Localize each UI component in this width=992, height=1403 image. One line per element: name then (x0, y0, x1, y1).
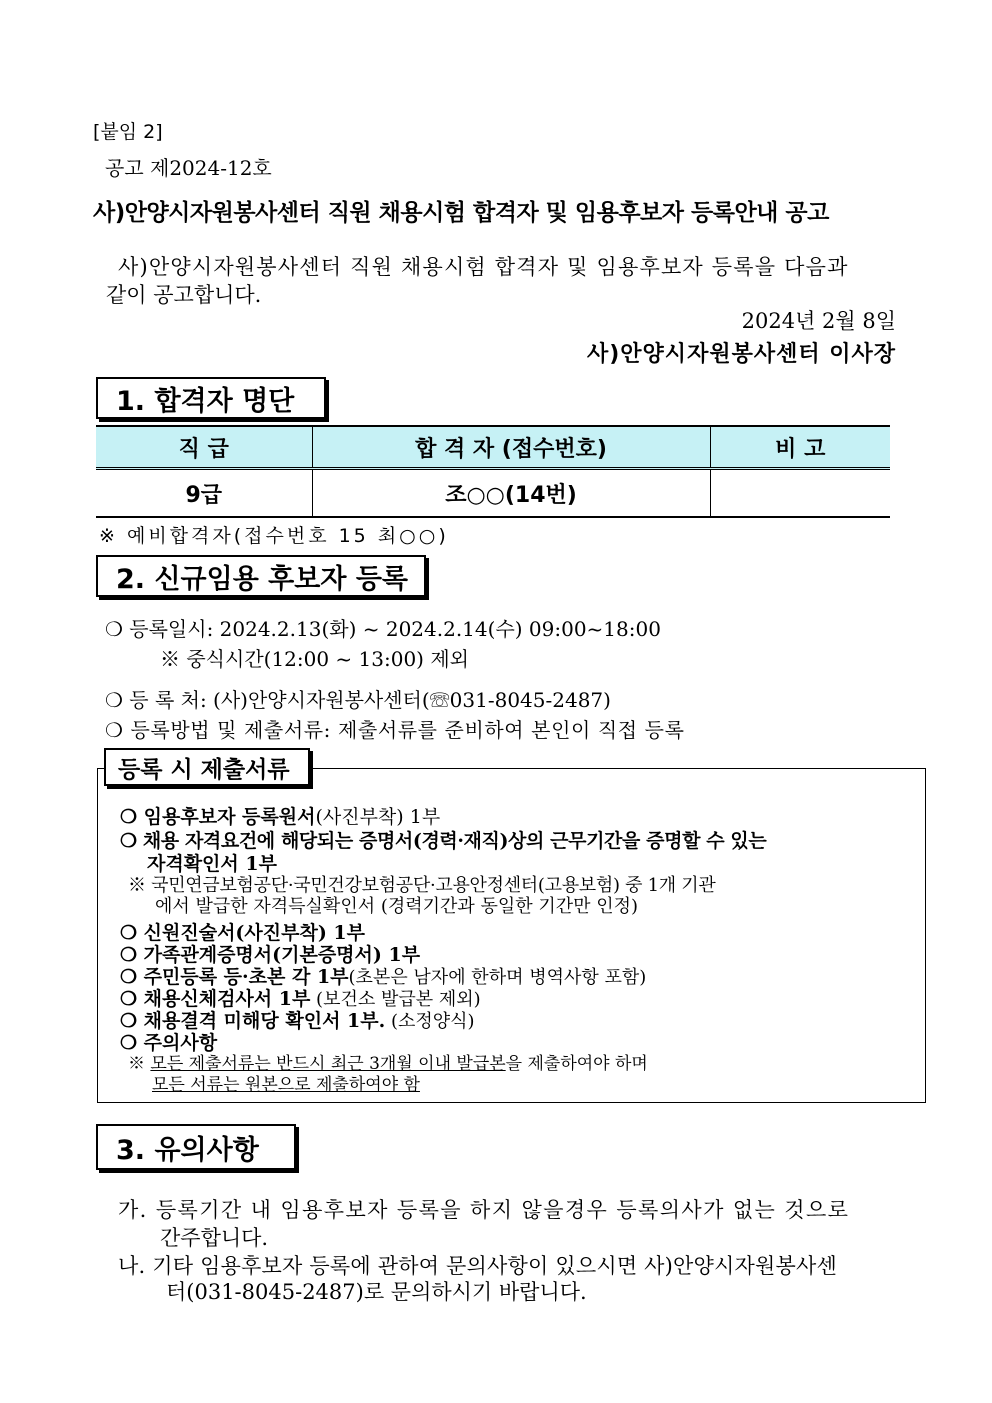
note-a-line1: 가. 등록기간 내 임용후보자 등록을 하지 않을경우 등록의사가 없는 것으로 (118, 1198, 850, 1222)
table-header-row (96, 426, 890, 469)
doc-qualification-note1: ※ 국민연금보험공단·국민건강보험공단·고용안정센터(고용보험) 중 1개 기관 (128, 875, 716, 896)
section3-heading: 3. 유의사항 (96, 1124, 296, 1170)
doc-qualification-line2: 자격확인서 1부 (147, 853, 277, 875)
doc-medical-exam: ❍ 채용신체검사서 1부 (보건소 발급본 제외) (120, 988, 481, 1010)
signer: 사)안양시자원봉사센터 이사장 (587, 342, 896, 367)
notice-number: 공고 제2024-12호 (105, 156, 272, 180)
cell-passer: 조○○(14번) (312, 469, 710, 518)
cell-rank: 9급 (96, 469, 312, 518)
doc-disqualification-check: ❍ 채용결격 미해당 확인서 1부. (소정양식) (120, 1010, 475, 1032)
section1-heading: 1. 합격자 명단 (96, 377, 326, 419)
note-b-line2: 터(031-8045-2487)로 문의하시기 바랍니다. (166, 1280, 587, 1304)
notice-date: 2024년 2월 8일 (741, 309, 896, 333)
registration-period: ❍ 등록일시: 2024.2.13(화) ~ 2024.2.14(수) 09:00~18:00 (105, 617, 661, 641)
reserve-note: ※ 예비합격자(접수번호 15 최○○) (99, 525, 449, 547)
doc-family-certificate: ❍ 가족관계증명서(기본증명서) 1부 (120, 944, 421, 966)
docs-box-heading: 등록 시 제출서류 (104, 748, 310, 786)
intro-line-2: 같이 공고합니다. (106, 283, 262, 307)
doc-qualification-note2: 에서 발급한 자격득실확인서 (경력기간과 동일한 기간만 인정) (155, 896, 639, 917)
doc-qualification-line1: ❍ 채용 자격요건에 해당되는 증명서(경력·재직)상의 근무기간을 증명할 수 있는 (120, 830, 767, 852)
page-title: 사)안양시자원봉사센터 직원 채용시험 합격자 및 임용후보자 등록안내 공고 (93, 200, 829, 226)
section2-heading: 2. 신규임용 후보자 등록 (96, 555, 426, 597)
intro-line-1: 사)안양시자원봉사센터 직원 채용시험 합격자 및 임용후보자 등록을 다음과 (118, 255, 849, 279)
table-row (96, 469, 890, 518)
col-header-passer: 합 격 자 (접수번호) (312, 426, 710, 469)
registration-method: ❍ 등록방법 및 제출서류: 제출서류를 준비하여 본인이 직접 등록 (105, 718, 685, 742)
registration-place: ❍ 등 록 처: (사)안양시자원봉사센터(☏031-8045-2487) (105, 688, 611, 712)
caution-line-2: 모든 서류는 원본으로 제출하여야 함 (152, 1075, 420, 1095)
doc-personal-statement: ❍ 신원진술서(사진부착) 1부 (120, 922, 366, 944)
note-b-line1: 나. 기타 임용후보자 등록에 관하여 문의사항이 있으시면 사)안양시자원봉사센 (118, 1254, 837, 1278)
cell-note (710, 469, 890, 518)
lunch-note: ※ 중식시간(12:00 ~ 13:00) 제외 (160, 647, 469, 671)
col-header-note: 비 고 (710, 426, 890, 469)
doc-application-form: ❍ 임용후보자 등록원서(사진부착) 1부 (120, 806, 441, 828)
note-a-line2: 간주합니다. (160, 1226, 269, 1250)
results-table (96, 425, 890, 518)
col-header-rank: 직 급 (96, 426, 312, 469)
doc-caution-heading: ❍ 주의사항 (120, 1032, 218, 1054)
doc-resident-registration: ❍ 주민등록 등·초본 각 1부(초본은 남자에 한하며 병역사항 포함) (120, 966, 647, 988)
caution-line-1: ※ 모든 제출서류는 반드시 최근 3개월 이내 발급본을 제출하여야 하며 (128, 1054, 648, 1074)
attachment-label: [붙임 2] (93, 121, 163, 143)
